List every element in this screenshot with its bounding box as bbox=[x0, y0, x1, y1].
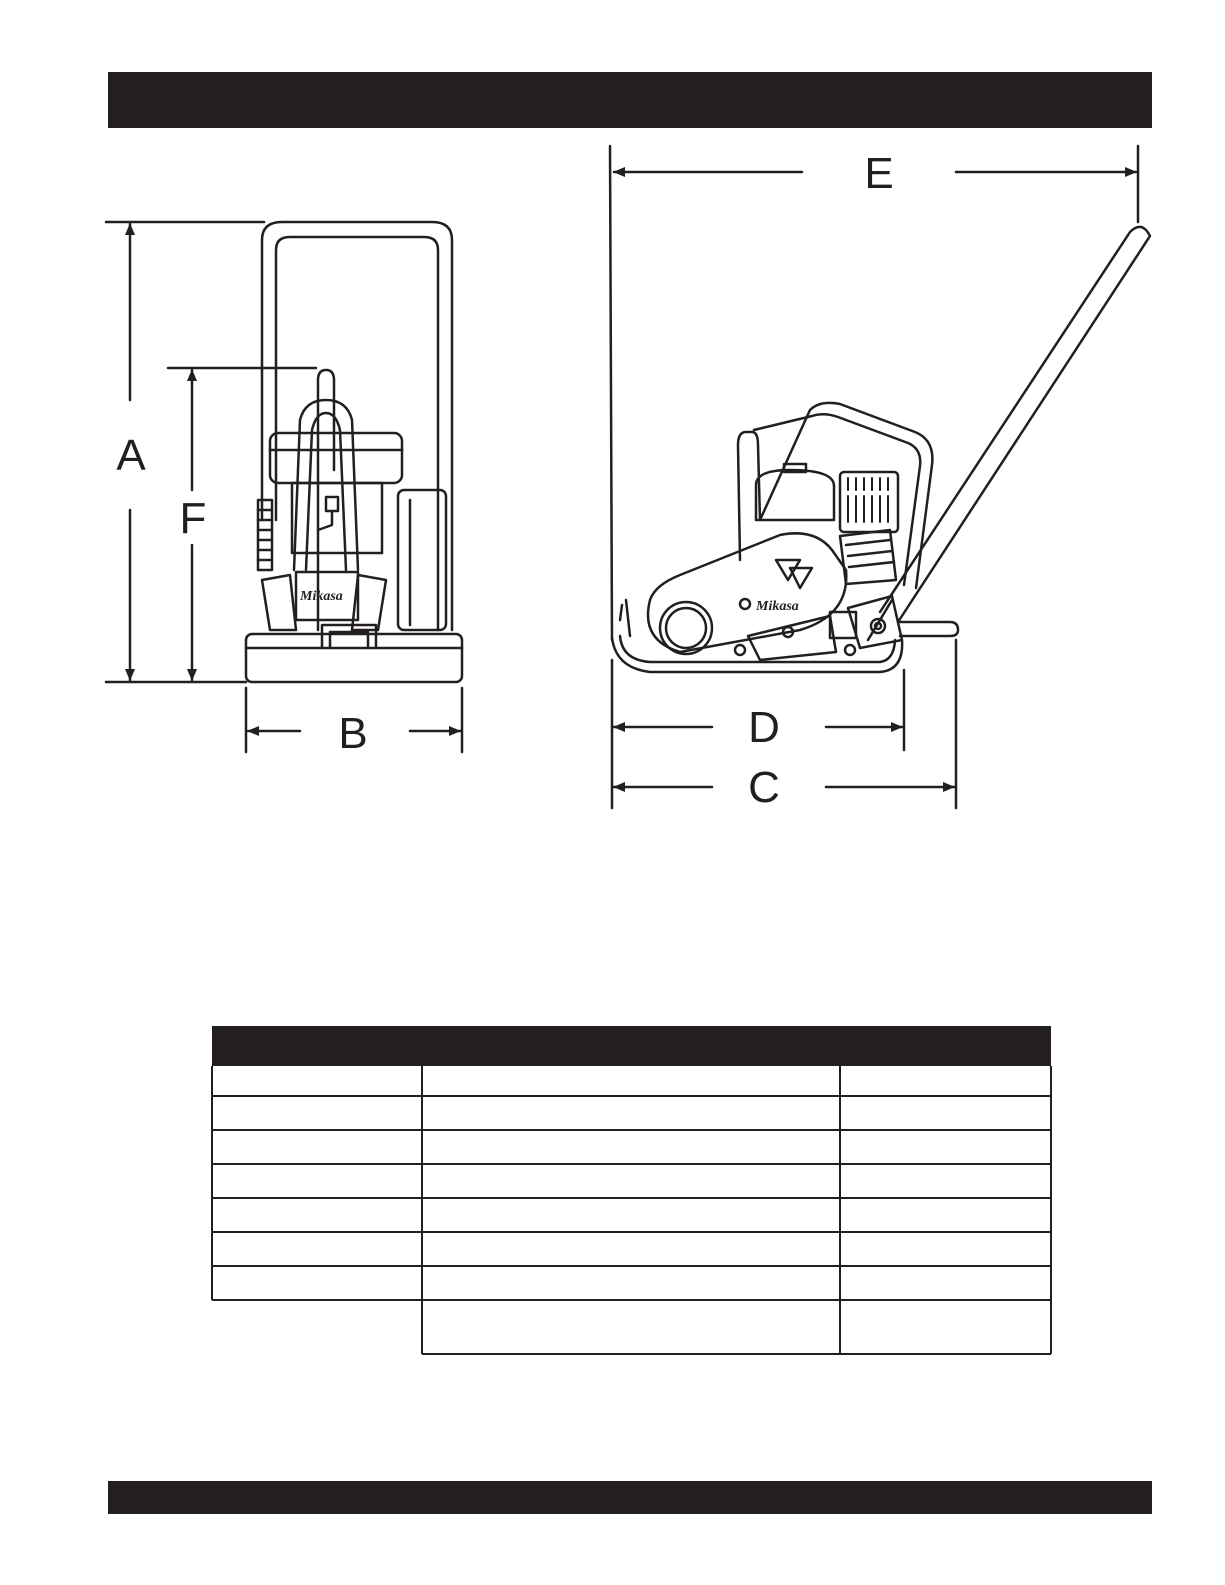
footer-bar bbox=[108, 1481, 1152, 1514]
dimension-label-d: D bbox=[748, 703, 780, 752]
side-logo: Mikasa bbox=[756, 599, 799, 614]
dimension-label-c: C bbox=[748, 763, 780, 812]
dimension-label-a: A bbox=[116, 431, 146, 480]
dimension-label-f: F bbox=[179, 494, 207, 543]
front-logo: Mikasa bbox=[300, 589, 343, 604]
dimension-label-e: E bbox=[864, 149, 894, 198]
table-header bbox=[212, 1026, 1051, 1066]
dimension-label-b: B bbox=[338, 709, 368, 758]
